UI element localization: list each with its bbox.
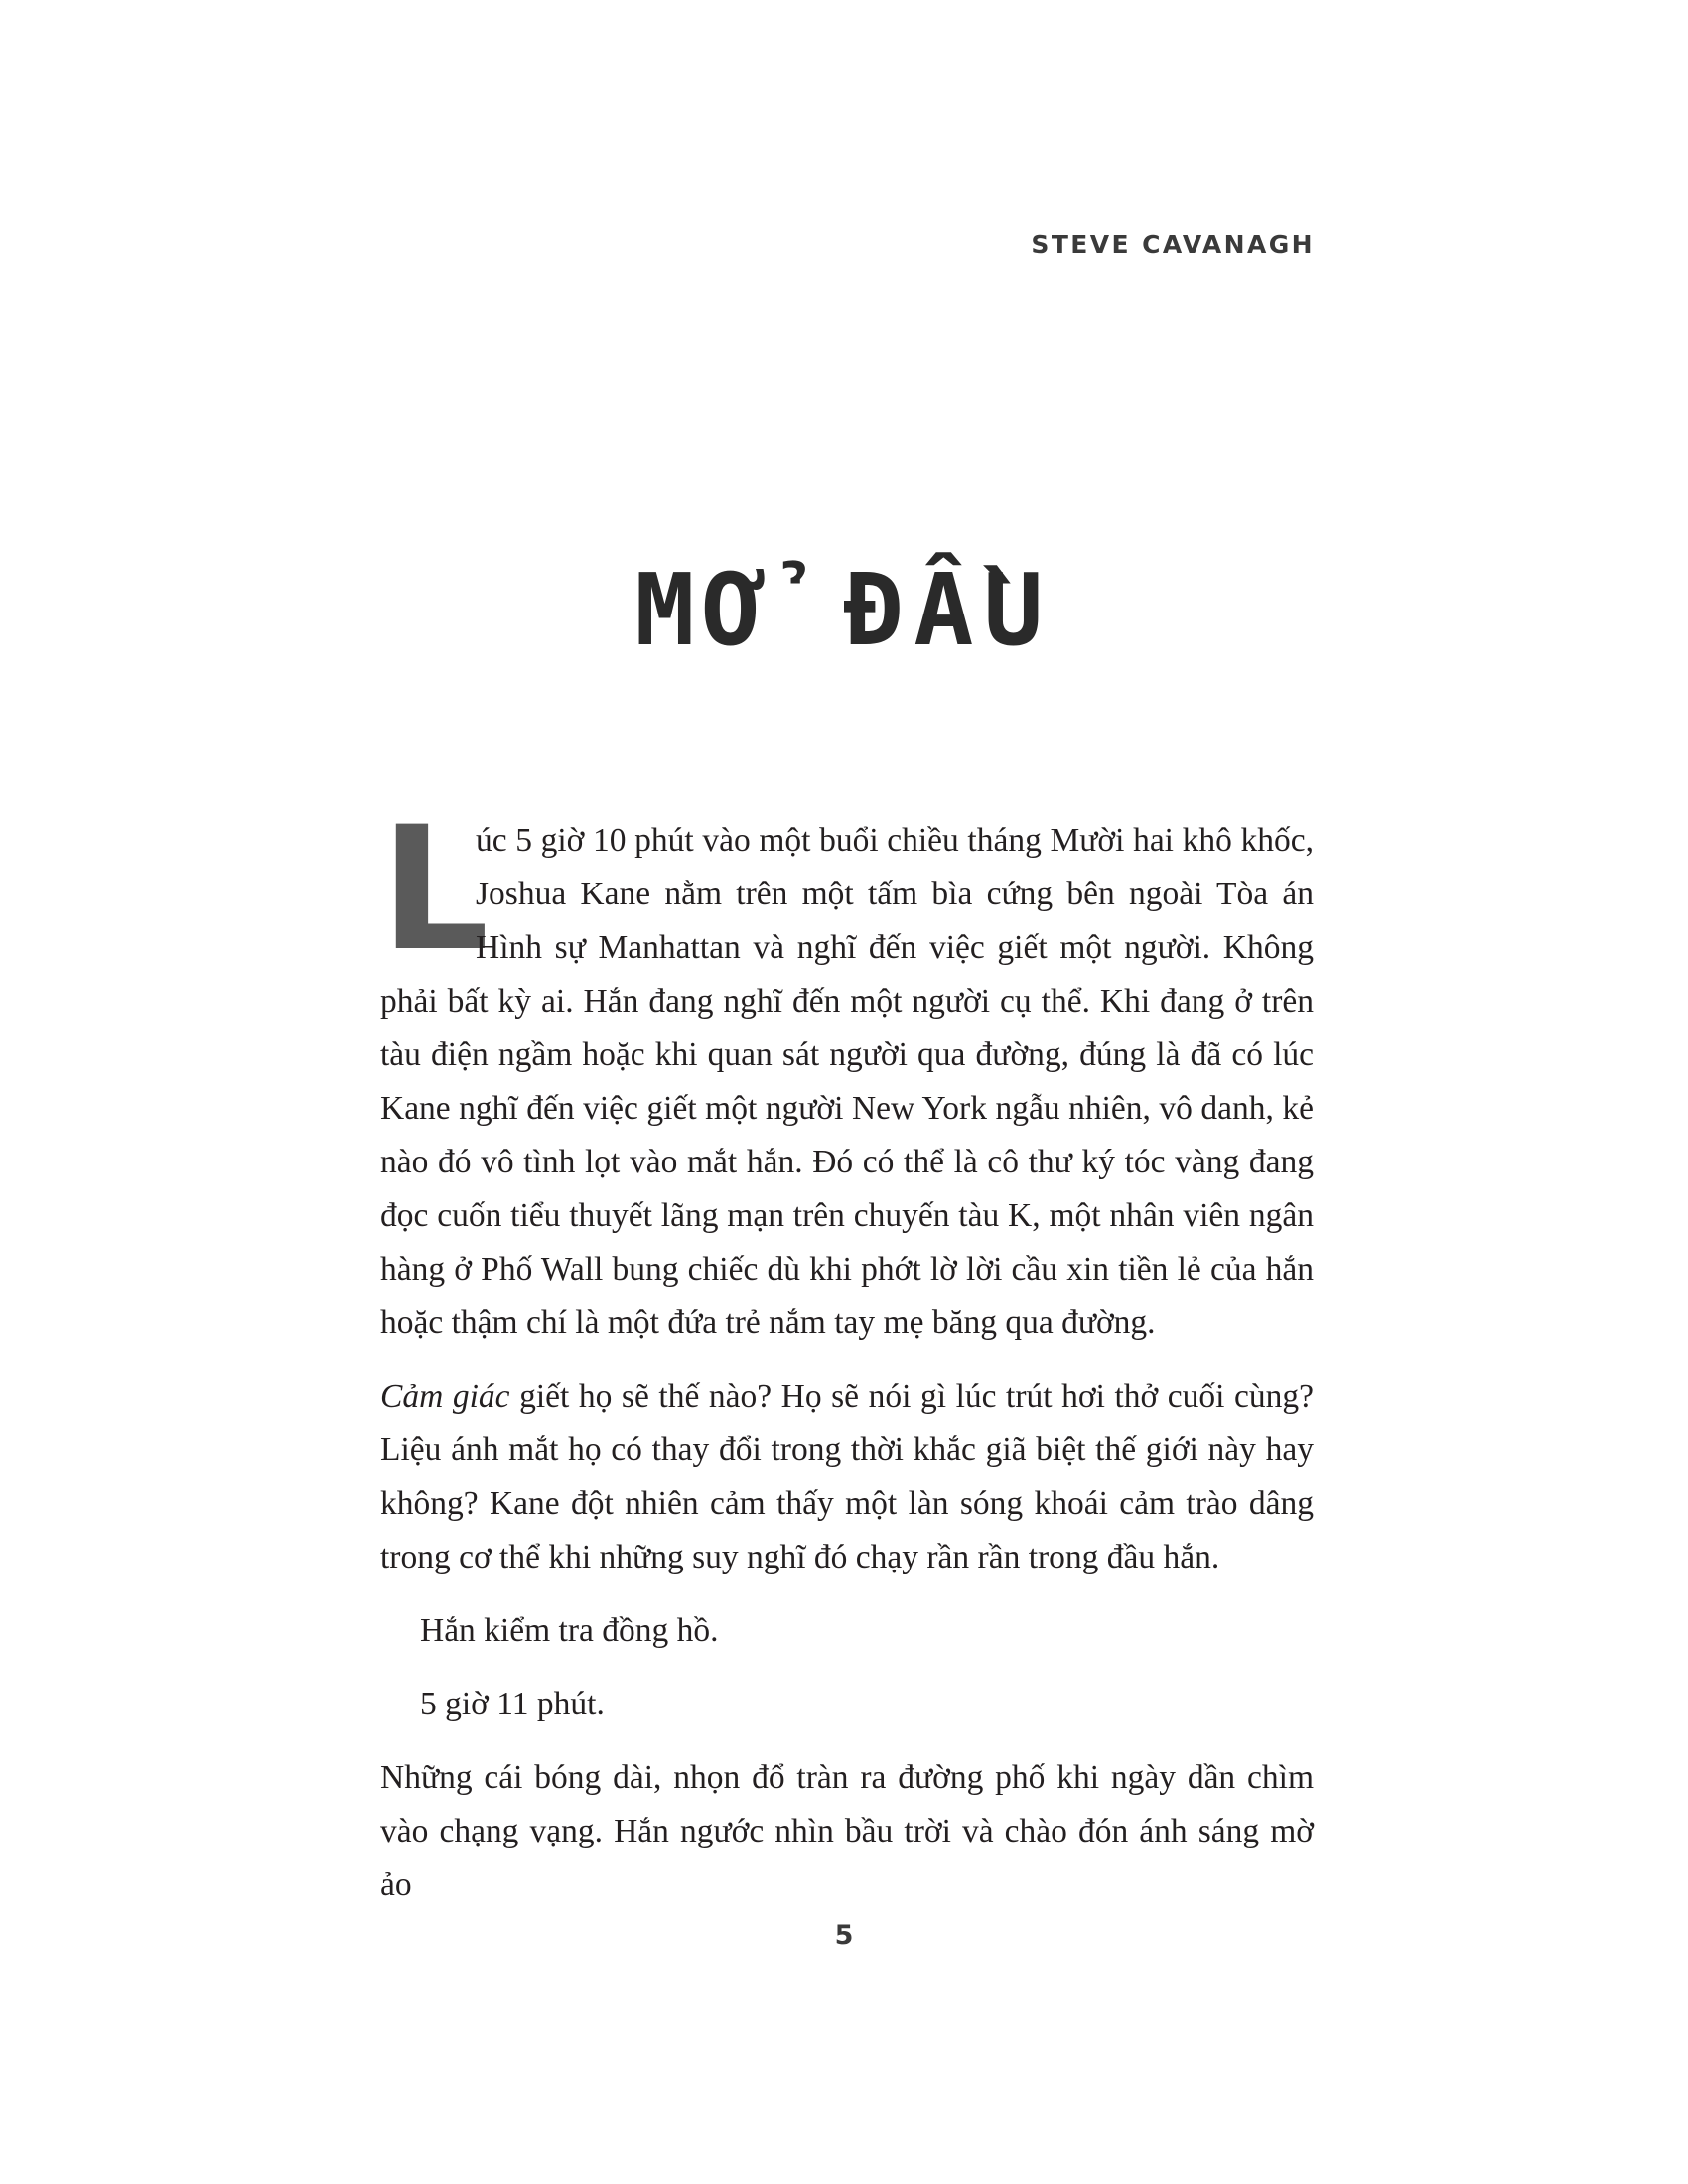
body-text xyxy=(380,789,1314,1932)
chapter-title: MỞ ĐẦU xyxy=(634,552,1054,668)
paragraph-5-text: Những cái bóng dài, nhọn đổ tràn ra đường phố khi ngày dần chìm vào chạng vạng. Hắn ngước nhìn bầu trời và chào đón ánh sáng mờ ảo xyxy=(380,1759,1314,1903)
running-header-author: STEVE CAVANAGH xyxy=(1031,230,1315,259)
paragraph-3: Hắn kiểm tra đồng hồ. xyxy=(420,1612,719,1649)
paragraph-4: 5 giờ 11 phút. xyxy=(420,1686,605,1722)
paragraph-2-italic: Cảm giác xyxy=(380,1378,510,1415)
paragraph-1-text: úc 5 giờ 10 phút vào một buổi chiều tháng Mười hai khô khốc, Joshua Kane nằm trên một tấm bìa cứng bên ngoài Tòa án Hình sự Manhattan và nghĩ đến việc giết một người. Không phải bất kỳ ai. Hắn đang nghĩ đến một người cụ thể. Khi đang ở trên tàu điện ngầm hoặc khi quan sát người qua đường, đúng là đã có lúc Kane nghĩ đến việc giết một người New York ngẫu nhiên, vô danh, kẻ nào đó vô tình lọt vào mắt hắn. Đó có thể là cô thư ký tóc vàng đang đọc cuốn tiểu thuyết lãng mạn trên chuyến tàu K, một nhân viên ngân hàng ở Phố Wall bung chiếc dù khi phớt lờ lời cầu xin tiền lẻ của hắn hoặc thậm chí là một đứa trẻ nắm tay mẹ băng qua đường. xyxy=(380,822,1314,1341)
page-number: 5 xyxy=(834,1920,854,1951)
paragraph-2 xyxy=(380,1370,1314,1584)
drop-cap: L xyxy=(380,789,490,989)
paragraph-5 xyxy=(380,1751,1314,1912)
paragraph-1 xyxy=(380,789,1314,1350)
paragraph-2-text: giết họ sẽ thế nào? Họ sẽ nói gì lúc trút hơi thở cuối cùng? Liệu ánh mắt họ có thay đổi trong thời khắc giã biệt thế giới này hay không? Kane đột nhiên cảm thấy một làn sóng khoái cảm trào dâng trong cơ thể khi những suy nghĩ đó chạy rần rần trong đầu hắn. xyxy=(380,1378,1314,1575)
